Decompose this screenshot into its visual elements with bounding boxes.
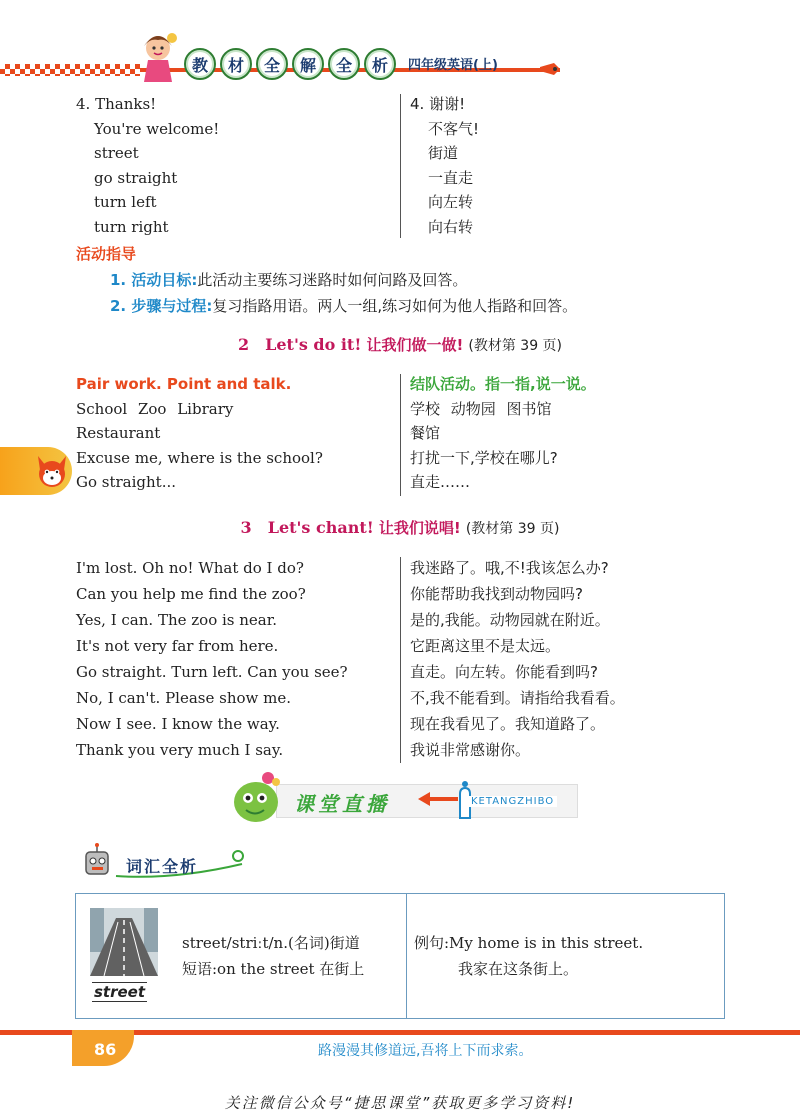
green-monster-icon <box>228 770 288 828</box>
text-line: Thank you very much I say. <box>76 741 284 759</box>
text-line: 不,我不能看到。请指给我看看。 <box>410 689 625 707</box>
banner-text: 课堂直播 <box>294 792 390 816</box>
section-title-cn: 让我们做一做! <box>366 336 464 354</box>
text-line: School Zoo Library <box>76 399 234 418</box>
column-divider <box>400 374 401 496</box>
vocab-divider <box>406 894 407 1018</box>
text-line: Can you help me find the zoo? <box>76 585 306 603</box>
text-line: 它距离这里不是太远。 <box>410 637 561 655</box>
text-line: 是的,我能。动物园就在附近。 <box>410 611 610 629</box>
dialogue1-chinese <box>410 92 479 239</box>
text-line: 学校 动物园 图书馆 <box>410 399 552 418</box>
text-line: 向左转 <box>428 193 474 211</box>
guide-heading: 活动指导 <box>76 245 137 263</box>
girl-mascot-icon <box>136 30 180 86</box>
text-line: 不客气! <box>428 119 480 138</box>
text-line: 直走。向左转。你能看到吗? <box>410 663 598 681</box>
example-en: 例句:My home is in this street. <box>414 934 644 952</box>
text-line: 打扰一下,学校在哪儿? <box>410 448 558 467</box>
text-line: turn left <box>94 193 157 211</box>
section-title-en: Let's chant! <box>267 518 374 537</box>
guide-item-text: 复习指路用语。两人一组,练习如何为他人指路和回答。 <box>212 297 578 315</box>
guide-item <box>110 295 577 316</box>
footer-note: 关注微信公众号“捷思课堂”获取更多学习资料! <box>224 1094 576 1112</box>
text-line: street <box>94 144 139 162</box>
arrow-icon <box>418 792 458 806</box>
column-divider <box>400 557 401 763</box>
guide-item-text: 此活动主要练习迷路时如何问路及回答。 <box>197 271 468 289</box>
text-line: 你能帮助我找到动物园吗? <box>410 585 583 603</box>
text-line: Go straight... <box>76 473 177 491</box>
text-line: Yes, I can. The zoo is near. <box>76 611 278 629</box>
title-char: 析 <box>364 48 396 80</box>
vocab-title: 词汇全析 <box>126 857 199 876</box>
vocab-heading <box>78 842 248 882</box>
guide-item <box>110 269 467 290</box>
title-char: 全 <box>256 48 288 80</box>
checker-decoration <box>0 64 140 76</box>
vocab-definition <box>182 930 364 982</box>
text-line: 4. Thanks! <box>76 95 157 113</box>
grade-label: 四年级英语(上) <box>408 58 498 73</box>
text-line: go straight <box>94 168 178 187</box>
vocab-box <box>75 893 725 1019</box>
section3-title <box>0 517 800 538</box>
vocab-example <box>414 930 643 982</box>
text-line: Go straight. Turn left. Can you see? <box>76 663 348 681</box>
chant-chinese <box>410 555 625 763</box>
page-reference: (教材第 39 页) <box>468 338 563 354</box>
section-title-cn: 让我们说唱! <box>378 519 461 537</box>
title-char: 全 <box>328 48 360 80</box>
text-line: turn right <box>94 217 169 236</box>
vocab-word: street <box>94 983 146 1001</box>
text-line: Excuse me, where is the school? <box>76 448 323 467</box>
text-line: 现在我看见了。我知道路了。 <box>410 715 606 733</box>
section-number: 2 <box>237 335 250 354</box>
phrase-line: 短语:on the street 在街上 <box>182 960 365 978</box>
fox-mascot-icon <box>34 452 70 490</box>
section2-head-en: Pair work. Point and talk. <box>76 375 292 393</box>
title-char: 材 <box>220 48 252 80</box>
text-line: 我说非常感谢你。 <box>410 741 531 759</box>
example-cn: 我家在这条街上。 <box>458 960 579 978</box>
text-line: It's not very far from here. <box>76 637 279 655</box>
page-number: 86 <box>94 1040 117 1059</box>
text-line: No, I can't. Please show me. <box>76 689 291 707</box>
guide-item-label: 1. 活动目标: <box>110 271 198 289</box>
section2-chinese <box>410 372 596 495</box>
book-title <box>184 48 396 80</box>
guide-item-label: 2. 步骤与过程: <box>110 297 213 315</box>
definition-line: street/striːt/n.(名词)街道 <box>182 934 360 952</box>
section2-title <box>0 334 800 355</box>
title-char: 解 <box>292 48 324 80</box>
text-line: 一直走 <box>428 168 474 187</box>
page-header <box>0 30 800 90</box>
classroom-live-banner <box>228 770 576 828</box>
text-line: 我迷路了。哦,不!我该怎么办? <box>410 559 609 577</box>
page-reference: (教材第 39 页) <box>465 521 560 537</box>
text-line: I'm lost. Oh no! What do I do? <box>76 559 304 577</box>
robot-mascot-icon <box>78 842 118 882</box>
pen-tip-icon <box>540 61 560 77</box>
street-image <box>90 908 158 976</box>
text-line: You're welcome! <box>94 119 220 138</box>
text-line: 4. 谢谢! <box>410 95 466 113</box>
column-divider <box>400 94 401 238</box>
text-line: Restaurant <box>76 424 161 442</box>
dialogue1-english <box>76 92 219 239</box>
chant-english <box>76 555 348 763</box>
section-title-en: Let's do it! <box>265 335 362 354</box>
text-line: 餐馆 <box>410 424 441 442</box>
section-number: 3 <box>240 518 252 537</box>
section2-english <box>76 372 323 495</box>
title-char: 教 <box>184 48 216 80</box>
footer-motto: 路漫漫其修道远,吾将上下而求索。 <box>318 1043 533 1059</box>
section2-head-cn: 结队活动。指一指,说一说。 <box>410 375 596 393</box>
text-line: 向右转 <box>428 217 474 236</box>
text-line: 直走…… <box>410 473 471 491</box>
banner-latin: KETANGZHIBO <box>468 796 557 807</box>
text-line: Now I see. I know the way. <box>76 715 280 733</box>
text-line: 街道 <box>428 144 459 162</box>
